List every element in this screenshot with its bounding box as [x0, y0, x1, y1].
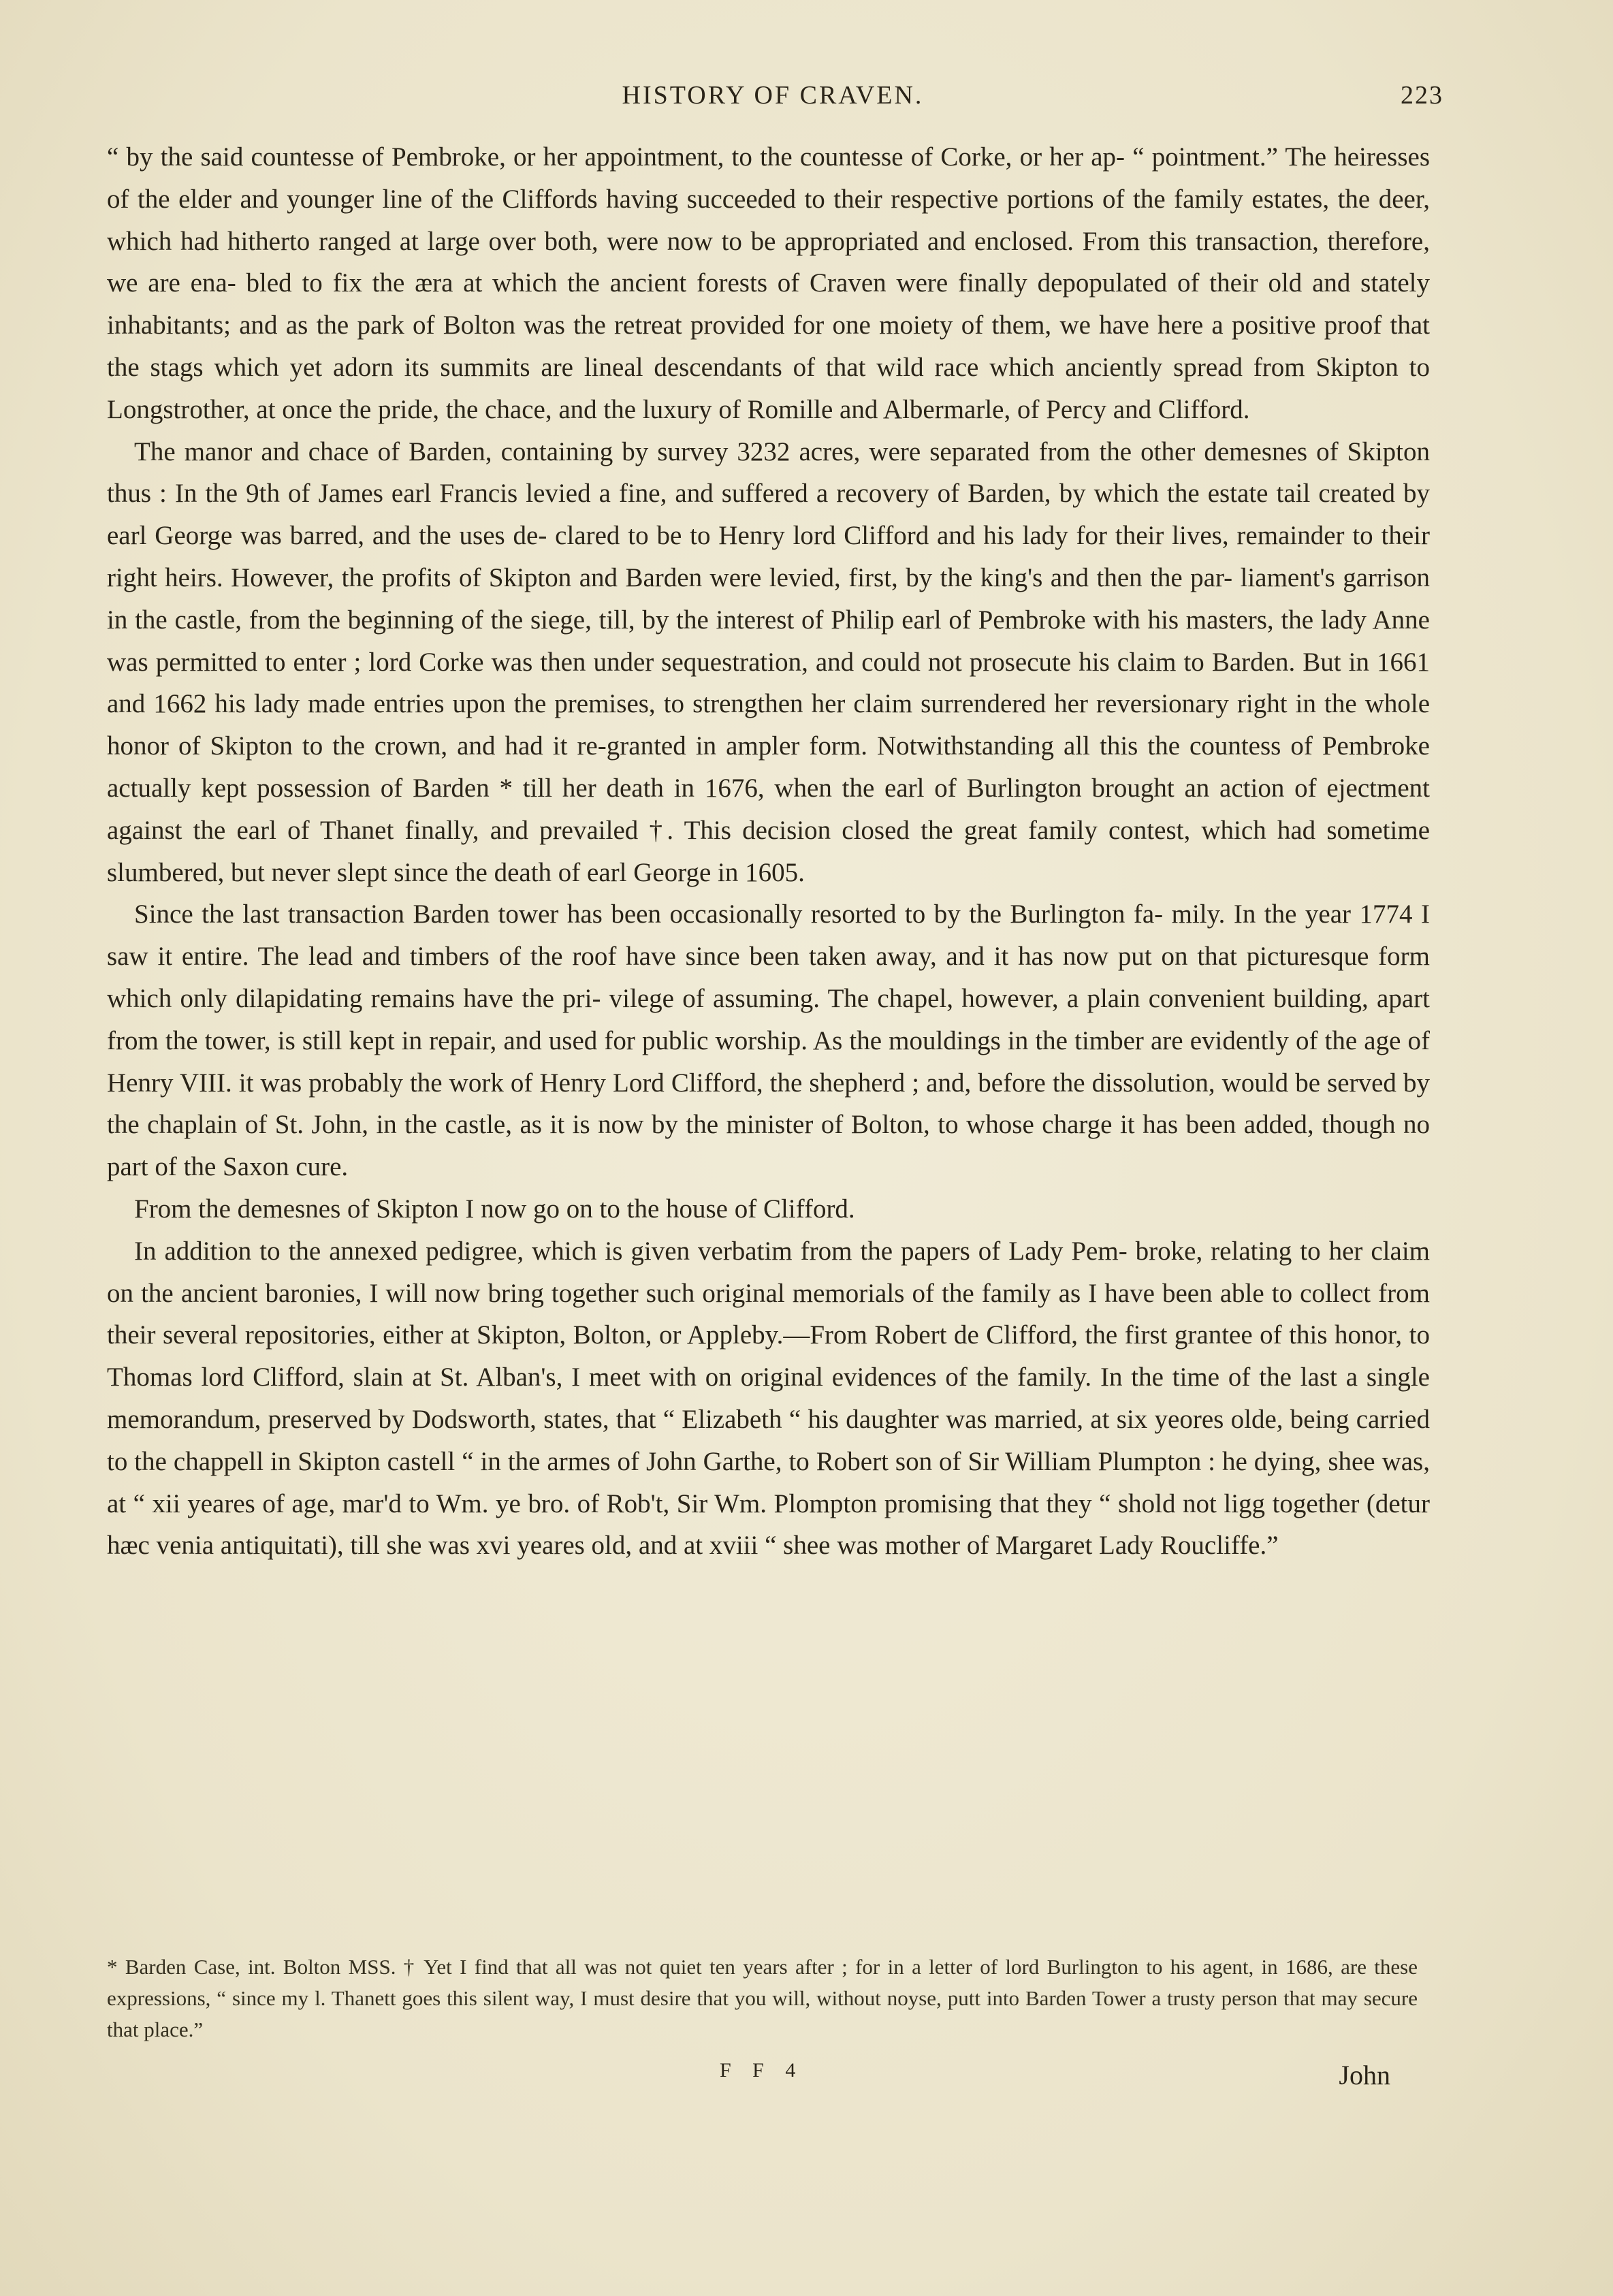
paragraph-transition: From the demesnes of Skipton I now go on to the house of Clifford.	[134, 1194, 855, 1224]
footnote-text: * Barden Case, int. Bolton MSS. † Yet I find that all was not quiet ten years after ; for in a letter of lord Burlington to his agent, in 1686, are these expressions, “ since my l. Thanett goes this silent way, I must desire that you will, without noyse, putt into Barden Tower a trusty person that may secure that place.”	[107, 1955, 1418, 2041]
page-header	[102, 80, 1443, 121]
paragraph-barden-tower: Since the last transaction Barden tower has been occasionally resorted to by the Burlington fa- mily. In the year 1774 I saw it entire. The lead and timbers of the roof have since been taken away, and it has now put on that picturesque form which only dilapidating remains have the pri- vilege of assuming. The chapel, however, a plain convenient building, apart from the tower, is still kept in repair, and used for public worship. As the mouldings in the timber are evidently of the age of Henry VIII. it was probably the work of Henry Lord Clifford, the shepherd ; and, before the dissolution, would be served by the chaplain of St. John, in the castle, as it is now by the minister of Bolton, to whose charge it has been added, though no part of the Saxon cure.	[107, 899, 1430, 1182]
paragraph-forests: “ by the said countesse of Pembroke, or her appointment, to the countesse of Corke, or her ap- “ pointment.” The heiresses of the elder and younger line of the Cliffords having succeeded to their respective portions of the family estates, the deer, which had hitherto ranged at large over both, were now to be appropriated and enclosed. From this transaction, therefore, we are ena- bled to fix the æra at which the ancient forests of Craven were finally depopulated of their old and stately inhabitants; and as the park of Bolton was the retreat provided for one moiety of them, we have here a positive proof that the stags which yet adorn its summits are lineal descendants of that wild race which anciently spread from Skipton to Longstrother, at once the pride, the chace, and the luxury of Romille and Albermarle, of Percy and Clifford.	[107, 142, 1430, 424]
paragraph-barden-manor: The manor and chace of Barden, containing by survey 3232 acres, were separated from the other demesnes of Skipton thus : In the 9th of James earl Francis levied a fine, and suffered a recovery of Barden, by which the estate tail created by earl George was barred, and the uses de- clared to be to Henry lord Clifford and his lady for their lives, remainder to their right heirs. However, the profits of Skipton and Barden were levied, first, by the king's and then the par- liament's garrison in the castle, from the beginning of the siege, till, by the interest of Philip earl of Pembroke with his masters, the lady Anne was permitted to enter ; lord Corke was then under sequestration, and could not prosecute his claim to Barden. But in 1661 and 1662 his lady made entries upon the premises, to strengthen her claim surrendered her reversionary right in the whole honor of Skipton to the crown, and had it re-granted in ampler form. Notwithstanding all this the countess of Pembroke actually kept possession of Barden * till her death in 1676, when the earl of Burlington brought an action of ejectment against the earl of Thanet finally, and prevailed †. This decision closed the great family contest, which had sometime slumbered, but never slept since the death of earl George in 1605.	[107, 436, 1430, 887]
footnotes	[107, 1951, 1418, 2045]
catchword: John	[1339, 2060, 1390, 2090]
paragraph-clifford-memorials: In addition to the annexed pedigree, which is given verbatim from the papers of Lady Pem- broke, relating to her claim on the ancient baronies, I will now bring together such original memorials of the family as I have been able to collect from their several repositories, either at Skipton, Bolton, or Appleby.—From Robert de Clifford, the first grantee of this honor, to Thomas lord Clifford, slain at St. Alban's, I meet with on original evidences of the family. In the time of the last a single memorandum, preserved by Dodsworth, states, that “ Elizabeth “ his daughter was married, at six yeores olde, being carried to the chappell in Skipton castell “ in the armes of John Garthe, to Robert son of Sir William Plumpton : he dying, shee was, at “ xii yeares of age, mar'd to Wm. ye bro. of Rob't, Sir Wm. Plompton promising that they “ shold not ligg together (detur hæc venia antiquitati), till she was xvi yeares old, and at xviii “ shee was mother of Margaret Lady Roucliffe.”	[107, 1236, 1430, 1561]
running-title: HISTORY OF CRAVEN.	[622, 81, 924, 110]
signature-mark: F F 4	[720, 2059, 804, 2082]
page-number: 223	[1401, 81, 1443, 110]
body-text	[107, 136, 1430, 1567]
page-foot	[107, 2059, 1418, 2093]
